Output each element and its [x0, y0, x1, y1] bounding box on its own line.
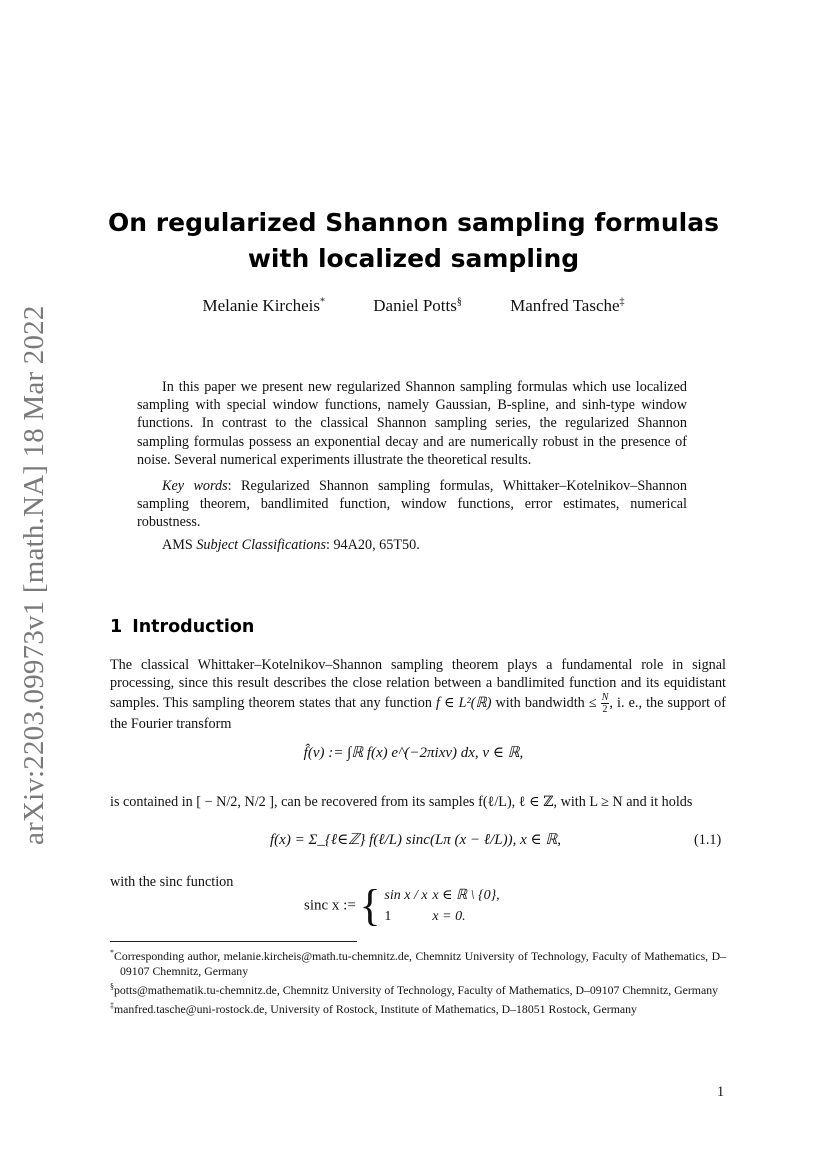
title-line-1: On regularized Shannon sampling formulas [108, 208, 719, 237]
paper-title [0, 205, 827, 277]
equation-number: (1.1) [694, 832, 722, 848]
section-heading [110, 617, 254, 637]
footnotes [110, 945, 726, 1017]
author-list [0, 296, 827, 316]
footnote: §potts@mathematik.tu-chemnitz.de, Chemnitz University of Technology, Faculty of Mathematics, D–09107 Chemnitz, Germany [110, 981, 719, 997]
footnote: *Corresponding author, melanie.kircheis@math.tu-chemnitz.de, Chemnitz University of Technology, Faculty of Mathematics, D–09107 Chemnitz, Germany [110, 948, 726, 978]
author: Melanie Kircheis* [202, 296, 326, 315]
author-footnote-mark: ‡ [619, 296, 625, 308]
left-brace: { [359, 881, 381, 930]
section-title: Introduction [132, 617, 255, 637]
arxiv-identifier-stamp: arXiv:2203.09973v1 [math.NA] 18 Mar 2022 [18, 305, 50, 845]
intro-paragraph-2: is contained in [ − N/2, N/2 ], can be recovered from its samples f(ℓ/L), ℓ ∈ ℤ, with L ≥ N and it holds [110, 794, 693, 810]
author: Daniel Potts§ [373, 296, 462, 315]
sinc-lhs: sinc x := [304, 897, 356, 914]
sinc-definition-equation [304, 881, 500, 930]
abstract-text: In this paper we present new regularized Shannon sampling formulas which use localized sampling with special window functions, namely Gaussian, B-spline, and sinh-type window functions. In contrast to the classical Shannon sampling series, the regularized Shannon sampling formulas possess an exponential decay and are numerically robust in the presence of noise. Several numerical experiments illustrate the theoretical results. [137, 379, 687, 468]
ams-classification: AMS Subject Classifications: 94A20, 65T50. [162, 536, 420, 553]
cases [384, 885, 499, 927]
intro-paragraph-3: with the sinc function [110, 874, 234, 890]
author-footnote-mark: * [320, 296, 326, 308]
abstract [137, 378, 687, 562]
fraction-n-over-2: $\frac{N}{2}$ [601, 692, 609, 716]
page-number: 1 [717, 1084, 725, 1100]
case-row: 1 x = 0. [384, 909, 466, 924]
section-number: 1 [110, 617, 123, 637]
inline-math: f ∈ L²(ℝ) [436, 695, 492, 712]
footnote-rule [110, 941, 357, 942]
author: Manfred Tasche‡ [510, 296, 625, 315]
shannon-sampling-equation: f(x) = Σ_{ℓ∈ℤ} f(ℓ/L) sinc(Lπ (x − ℓ/L)), x ∈ ℝ, [270, 832, 561, 848]
intro-paragraph-1: The classical Whittaker–Kotelnikov–Shannon sampling theorem plays a fundamental role in signal processing, since this result describes the close relation between a bandlimited function and its equidistant samples. This sampling theorem states that any function f ∈ L²(ℝ) with bandwidth ≤ $\frac{N}{2}$ , i. e., the support of the Fourier transform [110, 657, 726, 733]
keywords: Key words: Regularized Shannon sampling formulas, Whittaker–Kotelnikov–Shannon sampling theorem, bandlimited function, window functions, error estimates, numerical robustness. [137, 478, 687, 531]
author-footnote-mark: § [456, 296, 462, 308]
footnote: ‡manfred.tasche@uni-rostock.de, University of Rostock, Institute of Mathematics, D–18051 Rostock, Germany [110, 1000, 637, 1016]
fourier-transform-equation: f̂(v) := ∫ℝ f(x) e^(−2πixv) dx, v ∈ ℝ, [303, 745, 524, 761]
title-line-2: with localized sampling [247, 244, 580, 273]
keywords-label: Key words [162, 478, 228, 495]
case-row: sin x / x x ∈ ℝ \ {0}, [384, 888, 500, 903]
